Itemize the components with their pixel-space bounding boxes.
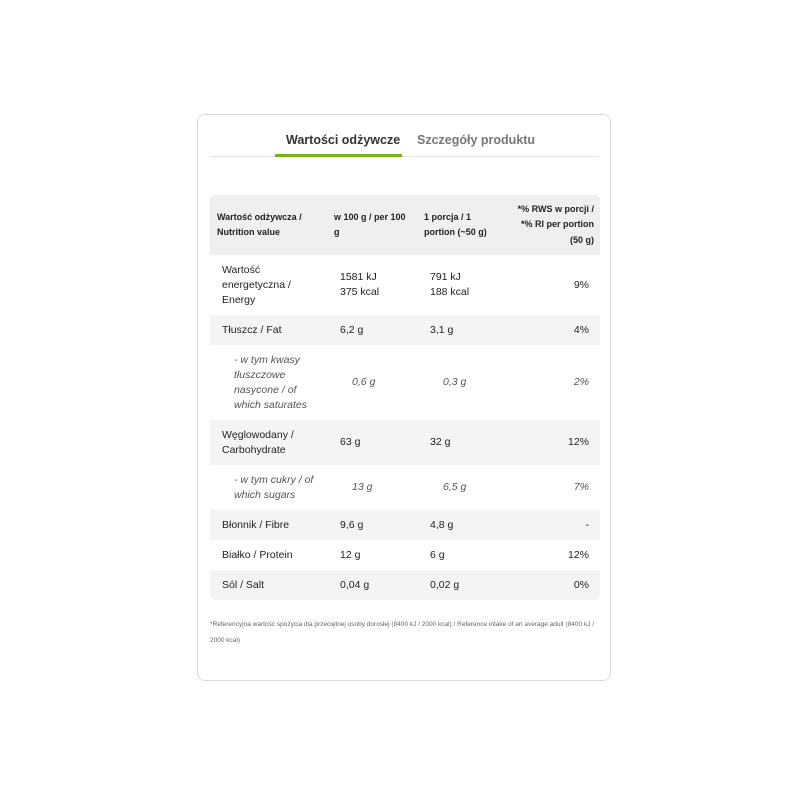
nutrient-name: - w tym cukry / of which sugars [234, 473, 314, 501]
table-row-carbohydrate [210, 420, 600, 465]
table-row-protein [210, 540, 600, 570]
value-per-100g: 1581 kJ 375 kcal [340, 271, 380, 298]
nutrient-name: Sól / Salt [222, 578, 265, 591]
value-reference-intake: - [585, 518, 589, 531]
table-row-fibre [210, 510, 600, 540]
table-row-fat [210, 315, 600, 345]
header-per-portion: 1 porcja / 1 portion (~50 g) [424, 211, 487, 237]
value-per-portion: 32 g [430, 436, 451, 448]
nutrient-name: Błonnik / Fibre [222, 518, 290, 531]
table-row-saturates [210, 345, 600, 420]
nutrient-name: Węglowodany / Carbohydrate [222, 428, 294, 456]
nutrition-table [210, 195, 600, 600]
value-per-portion: 0,02 g [430, 578, 460, 591]
active-tab-indicator [275, 154, 402, 157]
value-reference-intake: 12% [567, 436, 589, 448]
header-per-100g: w 100 g / per 100 g [334, 211, 406, 237]
table-header-row [210, 195, 600, 255]
value-reference-intake: 12% [567, 548, 589, 561]
value-per-100g: 6,2 g [340, 323, 364, 336]
value-per-portion: 0,3 g [443, 376, 467, 388]
value-per-100g: 12 g [340, 548, 361, 561]
value-per-100g: 0,04 g [340, 578, 370, 591]
nutrient-name: - w tym kwasy tłuszczowe nasycone / of which saturates [234, 353, 307, 411]
tab-nutrition-values[interactable]: Wartości odżywcze [286, 133, 401, 147]
value-reference-intake: 4% [573, 323, 589, 336]
reference-intake-footnote: *Referencyjna wartość spożycia dla przeciętnej osoby dorosłej (8400 kJ / 2000 kcal) / Reference intake of an average adult (8400 kJ / 2000 kcal) [210, 621, 595, 644]
header-reference-intake: *% RWS w porcji / *% RI per portion (50 g) [517, 203, 594, 245]
value-reference-intake: 9% [573, 278, 589, 291]
value-per-portion: 791 kJ 188 kcal [430, 271, 470, 298]
value-per-portion: 6,5 g [443, 481, 467, 493]
nutrient-name: Wartość energetyczna / Energy [222, 263, 291, 306]
value-reference-intake: 2% [573, 376, 589, 388]
value-reference-intake: 0% [573, 578, 589, 591]
value-per-portion: 6 g [430, 548, 445, 561]
table-row-energy [210, 255, 600, 315]
tab-bar [210, 115, 599, 157]
header-nutrition-value: Wartość odżywcza / Nutrition value [217, 211, 302, 237]
nutrient-name: Białko / Protein [222, 548, 293, 561]
value-per-100g: 0,6 g [352, 376, 376, 388]
tab-product-details[interactable]: Szczegóły produktu [417, 133, 536, 147]
value-per-100g: 63 g [340, 436, 361, 448]
value-reference-intake: 7% [573, 481, 589, 493]
value-per-portion: 3,1 g [430, 323, 454, 336]
nutrient-name: Tłuszcz / Fat [222, 323, 282, 336]
value-per-portion: 4,8 g [430, 518, 454, 531]
value-per-100g: 9,6 g [340, 518, 364, 531]
value-per-100g: 13 g [352, 481, 373, 493]
table-row-sugars [210, 465, 600, 510]
table-row-salt [210, 570, 600, 600]
nutrition-card [197, 114, 611, 681]
